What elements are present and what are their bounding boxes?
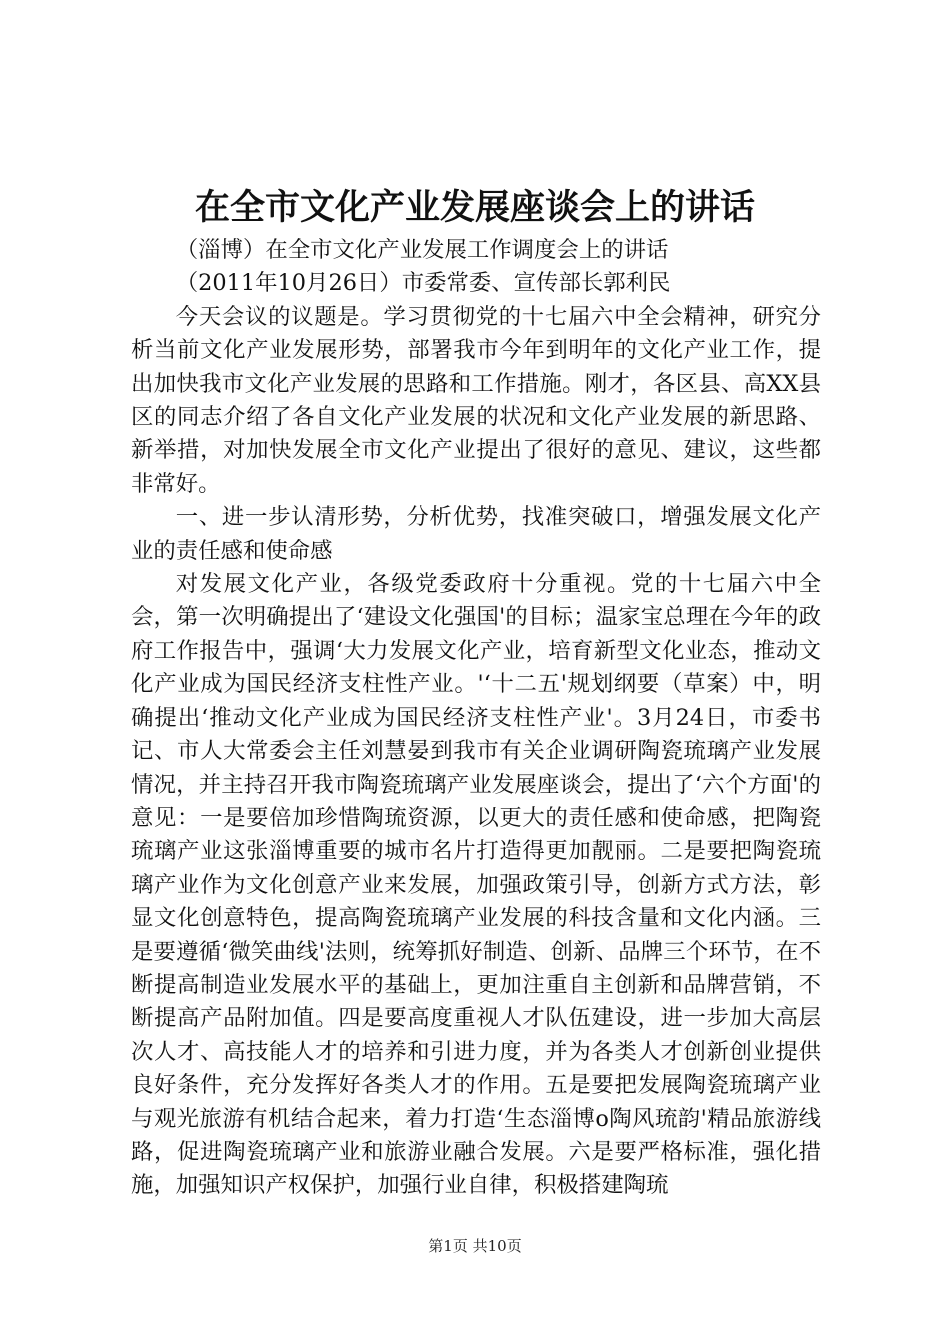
document-title: 在全市文化产业发展座谈会上的讲话 — [194, 187, 755, 228]
paragraph-body: 对发展文化产业，各级党委政府十分重视。党的十七届六中全会，第一次明确提出了‘建设文化强国'的目标；温家宝总理在今年的政府工作报告中，强调‘大力发展文化产业，培育新型文化业态，推动文化产业成为国民经济支柱性产业。'‘十二五'规划纲要（草案）中，明确提出‘推动文化产业成为国民经济支柱性产业'。3月24日，市委书记、市人大常委会主任刘慧晏到我市有关企业调研陶瓷琉璃产业发展情况，并主持召开我市陶瓷琉璃产业发展座谈会，提出了‘六个方面'的意见：一是要倍加珍惜陶琉资源，以更大的责任感和使命感，把陶瓷琉璃产业这张淄博重要的城市名片打造得更加靓丽。二是要把陶瓷琉璃产业作为文化创意产业来发展，加强政策引导，创新方式方法，彰显文化创意特色，提高陶瓷琉璃产业发展的科技含量和文化内涵。三是要遵循‘微笑曲线'法则，统筹抓好制造、创新、品牌三个环节，在不断提高制造业发展水平的基础上，更加注重自主创新和品牌营销，不断提高产品附加值。四是要高度重视人才队伍建设，进一步加大高层次人才、高技能人才的培养和引进力度，并为各类人才创新创业提供良好条件，充分发挥好各类人才的作用。五是要把发展陶瓷琉璃产业与观光旅游有机结合起来，着力打造‘生态淄博o陶风琉韵'精品旅游线路，促进陶瓷琉璃产业和旅游业融合发展。六是要严格标准，强化措施，加强知识产权保护，加强行业自律，积极搭建陶琉 — [131, 571, 821, 1199]
paragraph-source: （淄博）在全市文化产业发展工作调度会上的讲话 — [175, 237, 669, 263]
paragraph-intro: 今天会议的议题是。学习贯彻党的十七届六中全会精神，研究分析当前文化产业发展形势，部署我市今年到明年的文化产业工作，提出加快我市文化产业发展的思路和工作措施。刚才，各区县、高XX县区的同志介绍了各自文化产业发展的状况和文化产业发展的新思路、新举措，对加快发展全市文化产业提出了很好的意见、建议，这些都非常好。 — [131, 303, 821, 497]
page-number-footer: 第1页 共10页 — [428, 1237, 522, 1255]
section-heading-1: 一、进一步认清形势，分析优势，找准突破口，增强发展文化产业的责任感和使命感 — [131, 504, 821, 564]
document-body — [131, 234, 821, 1203]
paragraph-date-speaker: （2011年10月26日）市委常委、宣传部长郭利民 — [175, 270, 671, 297]
